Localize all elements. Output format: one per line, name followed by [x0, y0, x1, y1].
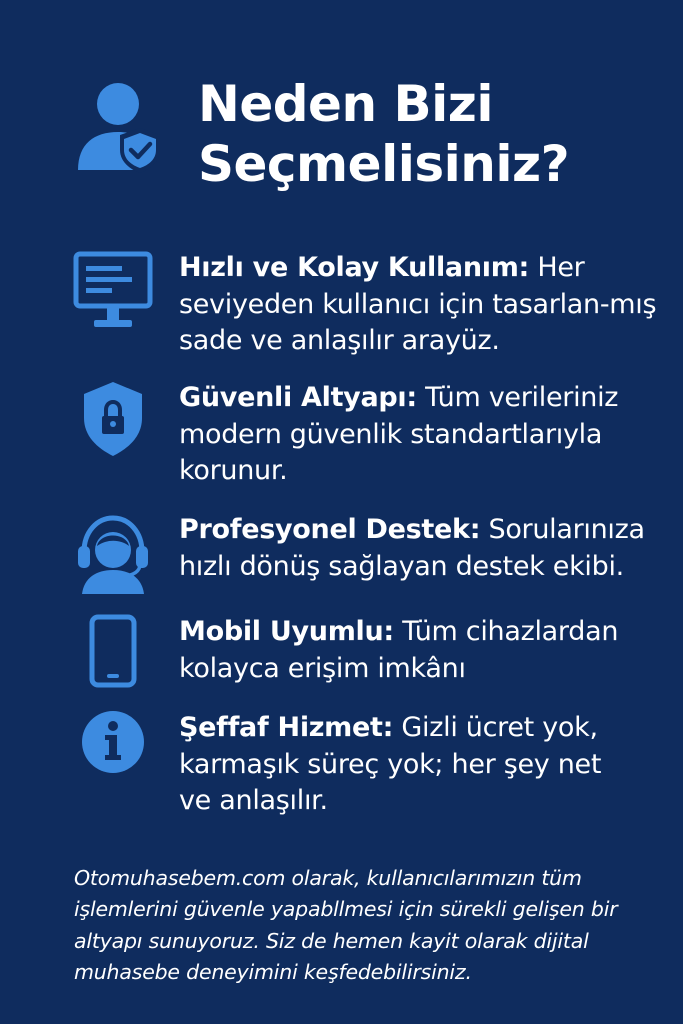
- feature-body: Sorularınıza hızlı dönüş sağlayan destek ekibi.: [179, 514, 645, 582]
- shield-lock-icon: [72, 380, 154, 462]
- user-shield-icon: [72, 78, 162, 174]
- info-icon: [72, 710, 154, 792]
- monitor-icon: [72, 250, 154, 332]
- feature-description: [179, 614, 659, 687]
- feature-description: [179, 380, 659, 490]
- feature-description: [179, 710, 609, 820]
- feature-title: Profesyonel Destek:: [179, 514, 481, 545]
- page-title: Neden Bizi Seçmelisiniz?: [198, 75, 570, 193]
- feature-title: Hızlı ve Kolay Kullanım:: [179, 252, 530, 283]
- feature-description: [179, 250, 659, 360]
- feature-title: Şeffaf Hizmet:: [179, 712, 394, 743]
- feature-body: Gizli ücret yok, karmaşık süreç yok; her şey net ve anlaşılır.: [179, 712, 602, 816]
- footer-text: Otomuhasebem.com olarak, kullanıcılarımızın tüm işlemlerini güvenle yapabllmesi için sürekli gelişen bir altyapı sunuyoruz. Siz de hemen kayit olarak dijital muhasebe deneyimini keşfedebilirsiniz.: [74, 865, 618, 984]
- header: [0, 0, 683, 230]
- feature-body: Tüm cihazlardan kolayca erişim imkânı: [179, 616, 619, 684]
- feature-body: Tüm verileriniz modern güvenlik standartlarıyla korunur.: [179, 382, 619, 486]
- feature-body: Her seviyeden kullanıcı için tasarlan-mış sade ve anlaşılır arayüz.: [179, 252, 657, 356]
- feature-title: Güvenli Altyapı:: [179, 382, 417, 413]
- feature-title: Mobil Uyumlu:: [179, 616, 394, 647]
- smartphone-icon: [72, 614, 154, 696]
- feature-description: [179, 512, 659, 585]
- headset-support-icon: [72, 512, 154, 594]
